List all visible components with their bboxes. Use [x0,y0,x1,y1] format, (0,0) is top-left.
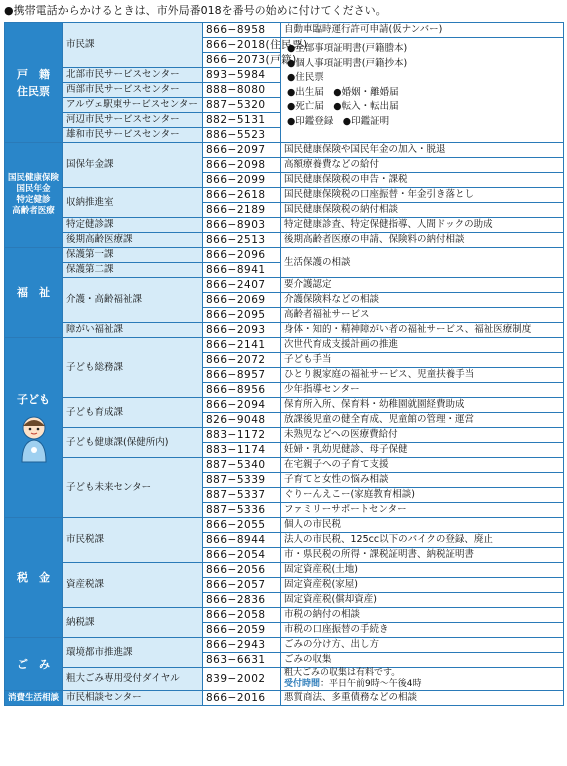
dept-name: 納税課 [63,608,203,638]
phone-number: 866−2093 [203,323,281,338]
table-row [5,323,564,338]
phone-number: 866−8956 [203,383,281,398]
dept-name: 資産税課 [63,563,203,608]
service-desc: 身体・知的・精神障がい者の福祉サービス、福祉医療制度 [281,323,564,338]
phone-number: 866−2096 [203,248,281,263]
service-desc: 個人の市民税 [281,518,564,533]
service-desc: 妊婦・乳幼児健診、母子保健 [281,443,564,458]
service-desc: 国民健康保険税の納付相談 [281,203,564,218]
table-row [5,608,564,623]
sodai-gomi-note: 粗大ごみの収集は有料です。 受付時間：平日午前9時〜午後4時 [281,668,564,691]
table-row [5,691,564,706]
koseki-services-list: ●全部事項証明書(戸籍謄本) ●個人事項証明書(戸籍抄本) ●住民票 ●出生届 ●婚姻・離婚届 ●死亡届 ●転入・転出届 ●印鑑登録 ●印鑑証明 [281,38,564,143]
service-desc: 要介護認定 [281,278,564,293]
service-desc: 市・県民税の所得・課税証明書、納税証明書 [281,548,564,563]
service-desc: ごみの収集 [281,653,564,668]
phone-number: 839−2002 [203,668,281,691]
phone-number: 866−2058 [203,608,281,623]
service-desc: 子ども手当 [281,353,564,368]
service-desc: 市税の納付の相談 [281,608,564,623]
phone-number: 866−2018(住民票) [203,38,281,53]
dept-name: 市民相談センター [63,691,203,706]
category-koseki: 戸 籍 住民票 [5,23,63,143]
phone-number: 866−8941 [203,263,281,278]
dept-name: 環境都市推進課 [63,638,203,668]
service-desc: 未熟児などへの医療費給付 [281,428,564,443]
table-row [5,638,564,653]
service-desc: ファミリーサポートセンター [281,503,564,518]
table-row [5,248,564,263]
table-row [5,668,564,691]
service-desc: 固定資産税(土地) [281,563,564,578]
service-desc: 市税の口座振替の手続き [281,623,564,638]
phone-number: 866−2054 [203,548,281,563]
phone-number: 866−2098 [203,158,281,173]
service-desc: 国民健康保険税の申告・課税 [281,173,564,188]
phone-number: 866−2056 [203,563,281,578]
service-desc: 後期高齢者医療の申請、保険料の納付相談 [281,233,564,248]
phone-number: 866−8903 [203,218,281,233]
table-row [5,428,564,443]
table-row [5,518,564,533]
phone-number: 887−5336 [203,503,281,518]
dept-name: アルヴェ駅東サービスセンター [63,98,203,113]
child-illustration-icon [14,414,54,464]
dept-name: 西部市民サービスセンター [63,83,203,98]
service-desc: ぐりーんえこー(家庭教育相談) [281,488,564,503]
table-row [5,338,564,353]
table-row [5,218,564,233]
table-row [5,398,564,413]
service-desc: 在宅親子への子育て支援 [281,458,564,473]
category-gomi: ご み [5,638,63,691]
phone-number: 887−5337 [203,488,281,503]
dept-name: 後期高齢医療課 [63,233,203,248]
phone-number: 866−2072 [203,353,281,368]
phone-number: 866−2073(戸籍) [203,53,281,68]
phone-number: 887−5320 [203,98,281,113]
phone-number: 866−2059 [203,623,281,638]
service-desc: ひとり親家庭の福祉サービス、児童扶養手当 [281,368,564,383]
dept-name: 収納推進室 [63,188,203,218]
dept-shiminka: 市民課 [63,23,203,68]
phone-number: 863−6631 [203,653,281,668]
phone-number: 866−2099 [203,173,281,188]
service-desc: 固定資産税(家屋) [281,578,564,593]
phone-number: 866−2513 [203,233,281,248]
table-row [5,458,564,473]
dept-name: 特定健診課 [63,218,203,233]
service-desc: 放課後児童の健全育成、児童館の管理・運営 [281,413,564,428]
table-row [5,278,564,293]
dept-name: 子ども健康課(保健所内) [63,428,203,458]
phone-number: 887−5340 [203,458,281,473]
phone-number: 888−8080 [203,83,281,98]
phone-number: 866−2057 [203,578,281,593]
phone-number: 866−2016 [203,691,281,706]
service-desc: 国民健康保険や国民年金の加入・脱退 [281,143,564,158]
dept-name: 市民税課 [63,518,203,563]
table-row [5,233,564,248]
service-desc: 子育てと女性の悩み相談 [281,473,564,488]
phone-number: 893−5984 [203,68,281,83]
dept-name: 北部市民サービスセンター [63,68,203,83]
service-desc: 国民健康保険税の口座振替・年金引き落とし [281,188,564,203]
phone-number: 866−2069 [203,293,281,308]
hours-text: ：平日午前9時〜午後4時 [320,679,422,689]
service-desc: 介護保険料などの相談 [281,293,564,308]
phone-number: 886−5523 [203,128,281,143]
service-desc: 生活保護の相談 [281,248,564,278]
service-desc: 少年指導センター [281,383,564,398]
dept-name: 子ども総務課 [63,338,203,398]
dept-name: 粗大ごみ専用受付ダイヤル [63,668,203,691]
dept-name: 障がい福祉課 [63,323,203,338]
phone-number: 866−2836 [203,593,281,608]
service-desc: 自動車臨時運行許可申請(仮ナンバー) [281,23,564,38]
phone-number: 826−9048 [203,413,281,428]
service-desc: 特定健康診査、特定保健指導、人間ドックの助成 [281,218,564,233]
mobile-call-note: ●携帯電話からかけるときは、市外局番018を番号の始めに付けてください。 [4,4,387,17]
phone-number: 866−2618 [203,188,281,203]
service-desc: 高額療養費などの給付 [281,158,564,173]
service-desc: 固定資産税(償却資産) [281,593,564,608]
dept-name: 保護第一課 [63,248,203,263]
category-fukushi: 福 祉 [5,248,63,338]
phone-number: 866−2055 [203,518,281,533]
phone-number: 866−2943 [203,638,281,653]
phone-number: 866−2141 [203,338,281,353]
phone-number: 883−1174 [203,443,281,458]
dept-name: 国保年金課 [63,143,203,188]
service-desc: 次世代育成支援計画の推進 [281,338,564,353]
contact-directory-table [4,22,564,706]
phone-number: 866−2097 [203,143,281,158]
dept-name: 介護・高齢福祉課 [63,278,203,323]
phone-number: 883−1172 [203,428,281,443]
phone-number: 882−5131 [203,113,281,128]
category-shohi: 消費生活相談 [5,691,63,706]
phone-number: 887−5339 [203,473,281,488]
table-row [5,188,564,203]
dept-name: 子ども育成課 [63,398,203,428]
phone-number: 866−8958 [203,23,281,38]
table-row [5,23,564,38]
service-desc: 悪質商法、多重債務などの相談 [281,691,564,706]
phone-number: 866−2094 [203,398,281,413]
phone-number: 866−2095 [203,308,281,323]
category-zeikin: 税 金 [5,518,63,638]
phone-number: 866−2189 [203,203,281,218]
hours-label: 受付時間 [284,679,321,689]
category-kokuho: 国民健康保険 国民年金 特定健診 高齢者医療 [5,143,63,248]
table-row [5,143,564,158]
dept-name: 子ども未来センター [63,458,203,518]
dept-name: 雄和市民サービスセンター [63,128,203,143]
dept-name: 河辺市民サービスセンター [63,113,203,128]
category-kodomo: 子ども [5,338,63,518]
phone-number: 866−2407 [203,278,281,293]
table-row [5,563,564,578]
phone-number: 866−8957 [203,368,281,383]
service-desc: ごみの分け方、出し方 [281,638,564,653]
service-desc: 保育所入所、保育料・幼稚園就園経費助成 [281,398,564,413]
dept-name: 保護第二課 [63,263,203,278]
service-desc: 法人の市民税、125cc以下のバイクの登録、廃止 [281,533,564,548]
service-desc: 高齢者福祉サービス [281,308,564,323]
phone-number: 866−8944 [203,533,281,548]
